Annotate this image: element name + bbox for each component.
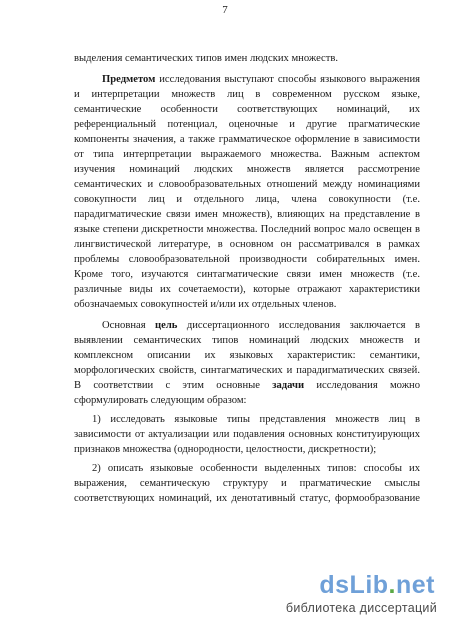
text-line: семантические особенности соответствующих номинаций, их (74, 104, 420, 115)
text-line: морфологических свойств, синтагматических и парадигматических связей. (74, 365, 420, 376)
text-line: выявлении семантических типов номинаций людских множеств и (74, 335, 420, 346)
watermark-logo: dsLib.net (319, 571, 435, 599)
text-line: от типа интерпретации выражаемого множества. Важным аспектом (74, 149, 420, 160)
text-line (102, 319, 420, 333)
text-line (74, 379, 420, 393)
text-line: различные виды их сочетаемости), которые отражают характеристики (74, 284, 420, 295)
page-number: 7 (222, 4, 228, 16)
text-line: компоненты значения, а также грамматическое оформление в зависимости (74, 134, 420, 145)
text-line: языке степени дискретности множества. Последний вопрос мало освещен в (74, 224, 420, 235)
text-line: комплексном описании их языковых характеристик: семантики, (74, 350, 420, 361)
watermark (230, 571, 445, 617)
bold-term: задачи (272, 380, 305, 391)
bold-term: цель (155, 320, 178, 331)
text-line: семантических и словообразовательных отношений между номинациями (74, 179, 420, 190)
text-line: и интерпретации множеств лиц в современном русском языке, (74, 89, 420, 100)
text-line: совокупности лиц и отдельного лица, члена совокупности (т.е. (74, 194, 420, 205)
text-line: зависимости от актуализации или подавления основных конституирующих (74, 429, 420, 440)
text-line: выделения семантических типов имен людских множеств. (74, 53, 339, 64)
text-span: Основная (102, 320, 156, 331)
text-line: признаков множества (однородности, целостности, дискретности); (74, 444, 377, 455)
text-span: диссертационного исследования заключается в (177, 320, 420, 331)
text-line (102, 73, 420, 87)
text-line: соответствующих номинаций, их денотативный статус, формообразование (74, 493, 420, 504)
text-span: исследования выступают способы языкового выражения (155, 74, 420, 85)
text-line: обозначаемых совокупностей и/или их отдельных членов. (74, 299, 337, 310)
text-line: референциальный потенциал, оценочные и другие прагматические (74, 119, 420, 130)
text-line: сформулировать следующим образом: (74, 395, 247, 406)
text-line: выражения, семантическую структуру и прагматические смыслы (74, 478, 420, 489)
watermark-subtitle: библиотека диссертаций (285, 601, 437, 615)
text-span: В соответствии с этим основные (74, 380, 273, 391)
text-line: Кроме того, изучаются синтагматические связи имен множеств (т.е. (74, 269, 420, 280)
text-line: 2) описать языковые особенности выделенных типов: способы их (92, 463, 420, 474)
text-span: исследования можно (304, 380, 420, 391)
text-line: лингвистической литературе, в основном он рассматривался в рамках (74, 239, 420, 250)
text-line: 1) исследовать языковые типы представления множеств лиц в (92, 414, 420, 425)
bold-term: Предметом (102, 74, 156, 85)
text-line: изучения номинаций людских множеств является рассмотрение (74, 164, 420, 175)
text-line: проблемы словообразовательной производности собирательных имен. (74, 254, 420, 265)
text-line: парадигматические связи имен множеств), влияющих на представление в (74, 209, 420, 220)
